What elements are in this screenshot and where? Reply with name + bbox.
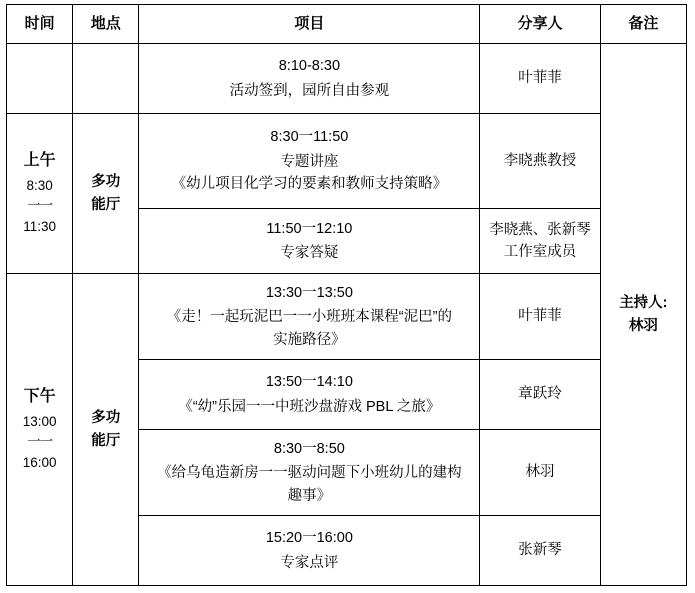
- time-end-afternoon: 16:00: [22, 455, 57, 471]
- speaker-cell: [480, 516, 600, 586]
- speaker-cell: [480, 209, 600, 274]
- header-time: 时间: [7, 5, 73, 44]
- item-subtitle: 趣事》: [287, 487, 332, 504]
- item-time: 13:50一14:10: [265, 374, 353, 391]
- place-line-2: 能厅: [91, 432, 121, 449]
- speaker-cell: [480, 430, 600, 516]
- place-cell-morning: [73, 114, 139, 274]
- item-cell: [139, 44, 480, 114]
- item-cell: [139, 209, 480, 274]
- header-speaker: 分享人: [480, 5, 600, 44]
- table-header-row: [7, 5, 687, 44]
- item-title: 《“幼”乐园一一中班沙盘游戏 PBL 之旅》: [178, 398, 441, 415]
- time-start-afternoon: 13:00: [22, 413, 57, 429]
- place-line-2: 能厅: [91, 196, 121, 213]
- speaker-name-2: 工作室成员: [503, 244, 577, 260]
- header-item: 项目: [139, 5, 480, 44]
- time-end-morning: 11:30: [23, 219, 56, 235]
- item-cell: [139, 516, 480, 586]
- time-cell-blank: [7, 44, 73, 114]
- item-cell: [139, 114, 480, 209]
- place-cell-afternoon: [73, 274, 139, 586]
- speaker-name: 叶菲菲: [518, 70, 562, 87]
- header-place: 地点: [73, 5, 139, 44]
- speaker-cell: [480, 114, 600, 209]
- schedule-table: [6, 4, 687, 586]
- item-cell: [139, 274, 480, 360]
- time-dash-morning: 一一: [27, 198, 53, 214]
- place-cell-blank: [73, 44, 139, 114]
- speaker-name: 李晓燕教授: [503, 152, 577, 169]
- item-title: 活动签到，园所自由参观: [229, 82, 390, 99]
- item-time: 11:50一12:10: [266, 220, 353, 237]
- remark-line-1: 主持人:: [619, 295, 668, 312]
- table-row: [7, 44, 687, 114]
- item-time: 8:30一11:50: [270, 129, 349, 146]
- item-title: 《走！一起玩泥巴一一小班班本课程“泥巴”的: [166, 309, 452, 326]
- item-time: 8:10-8:30: [278, 58, 341, 75]
- speaker-cell: [480, 44, 600, 114]
- speaker-name: 章跃玲: [518, 386, 562, 403]
- place-line-1: 多功: [91, 174, 121, 191]
- time-period-afternoon: 下午: [23, 387, 56, 405]
- table-row: [7, 274, 687, 360]
- speaker-name: 张新琴: [518, 542, 562, 559]
- header-remark: 备注: [600, 5, 686, 44]
- item-time: 13:30一13:50: [265, 284, 353, 301]
- time-dash-afternoon: 一一: [27, 434, 53, 450]
- item-title: 《给乌龟造新房一一驱动问题下小班幼儿的建构: [157, 465, 462, 482]
- item-title: 专题讲座: [280, 153, 339, 170]
- time-start-morning: 8:30: [26, 177, 53, 193]
- speaker-name-1: 李晓燕、张新琴: [489, 221, 591, 238]
- remark-line-2: 林羽: [628, 317, 658, 334]
- time-cell-afternoon: [7, 274, 73, 586]
- item-title: 专家答疑: [280, 245, 339, 261]
- table-row: [7, 114, 687, 209]
- speaker-cell: [480, 274, 600, 360]
- time-period-morning: 上午: [23, 151, 56, 169]
- remark-cell: [600, 44, 686, 586]
- speaker-name: 林羽: [525, 464, 555, 481]
- time-cell-morning: [7, 114, 73, 274]
- speaker-cell: [480, 360, 600, 430]
- item-title: 专家点评: [280, 554, 339, 571]
- item-subtitle: 《幼儿项目化学习的要素和教师支持策略》: [171, 176, 448, 193]
- item-time: 8:30一8:50: [273, 440, 345, 457]
- speaker-name: 叶菲菲: [518, 308, 562, 325]
- item-time: 15:20一16:00: [265, 530, 353, 547]
- item-cell: [139, 430, 480, 516]
- item-subtitle: 实施路径》: [273, 331, 346, 348]
- item-cell: [139, 360, 480, 430]
- place-line-1: 多功: [91, 410, 121, 427]
